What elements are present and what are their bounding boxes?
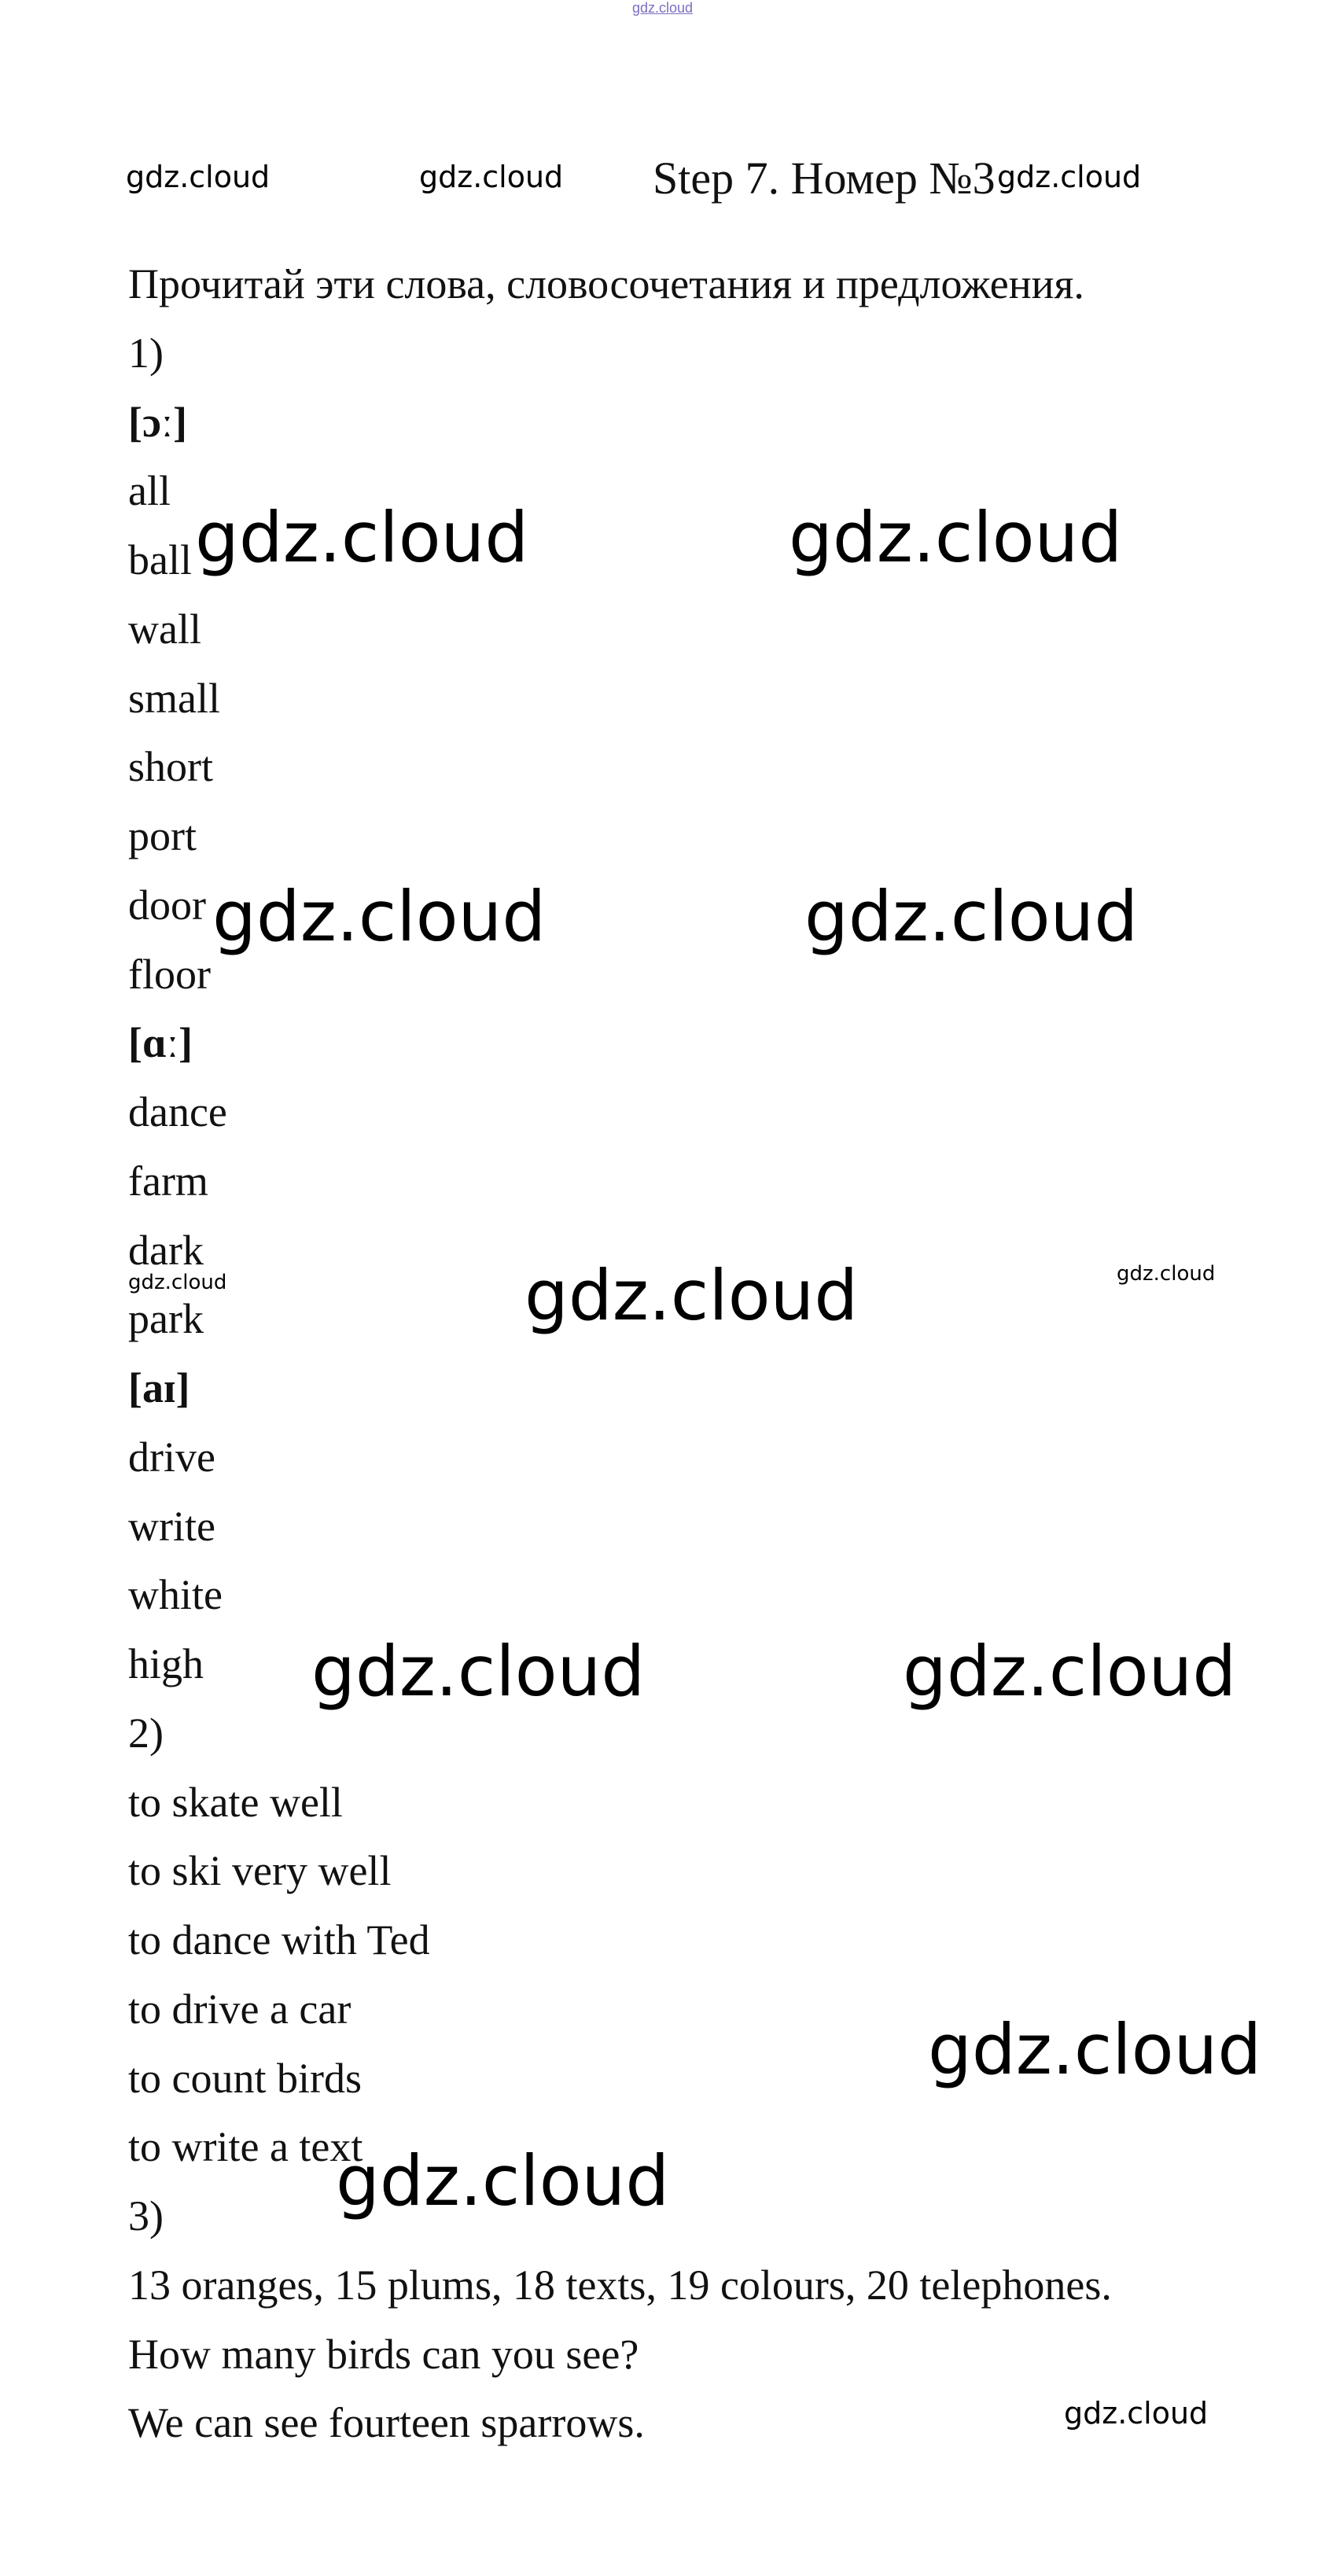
text-line: to write a text (128, 2123, 363, 2171)
watermark: gdz.cloud (928, 2009, 1262, 2090)
text-line: We can see fourteen sparrows. (128, 2399, 645, 2447)
text-line: farm (128, 1157, 208, 1205)
text-line: to ski very well (128, 1847, 392, 1895)
text-line: port (128, 812, 197, 859)
text-line: to count birds (128, 2054, 362, 2102)
text-line: short (128, 743, 213, 791)
text-line: 2) (128, 1709, 164, 1757)
watermark: gdz.cloud (804, 876, 1139, 957)
text-line: small (128, 674, 220, 722)
text-line: floor (128, 950, 211, 998)
page-title: Step 7. Номер №3 (653, 153, 996, 204)
watermark: gdz.cloud (212, 876, 547, 957)
watermark: gdz.cloud (903, 1631, 1237, 1712)
text-line: all (128, 467, 171, 515)
watermark: gdz.cloud (195, 497, 529, 578)
text-line: 3) (128, 2192, 164, 2239)
watermark: gdz.cloud (1064, 2396, 1209, 2431)
text-line: park (128, 1295, 204, 1343)
watermark: gdz.cloud (128, 1271, 227, 1294)
watermark: gdz.cloud (126, 160, 271, 194)
text-line: door (128, 881, 206, 929)
text-line: 1) (128, 329, 164, 377)
text-line: wall (128, 605, 201, 653)
watermark: gdz.cloud (311, 1631, 646, 1712)
watermark: gdz.cloud (789, 497, 1123, 578)
phonetic-heading: [ɔː] (128, 398, 187, 446)
text-line: to drive a car (128, 1985, 351, 2033)
text-line: dark (128, 1226, 204, 1274)
text-line: ball (128, 536, 192, 583)
text-line: write (128, 1502, 215, 1550)
text-line: to dance with Ted (128, 1916, 430, 1963)
text-line: 13 oranges, 15 plums, 18 texts, 19 colours, 20 telephones. (128, 2261, 1112, 2309)
phonetic-heading: [ɑː] (128, 1019, 193, 1067)
watermark: gdz.cloud (1117, 1262, 1216, 1286)
text-line: Прочитай эти слова, словосочетания и предложения. (128, 260, 1084, 307)
watermark: gdz.cloud (419, 160, 564, 194)
text-line: drive (128, 1433, 215, 1481)
text-line: dance (128, 1088, 227, 1135)
watermark: gdz.cloud (336, 2140, 670, 2221)
phonetic-heading: [aɪ] (128, 1364, 190, 1411)
watermark: gdz.cloud (524, 1255, 859, 1336)
text-line: high (128, 1640, 204, 1687)
text-line: to skate well (128, 1778, 343, 1826)
exercise-content (128, 250, 1112, 2458)
top-watermark-link: gdz.cloud (631, 0, 694, 16)
text-line: white (128, 1571, 223, 1619)
text-line: How many birds can you see? (128, 2330, 639, 2378)
watermark: gdz.cloud (997, 160, 1142, 194)
